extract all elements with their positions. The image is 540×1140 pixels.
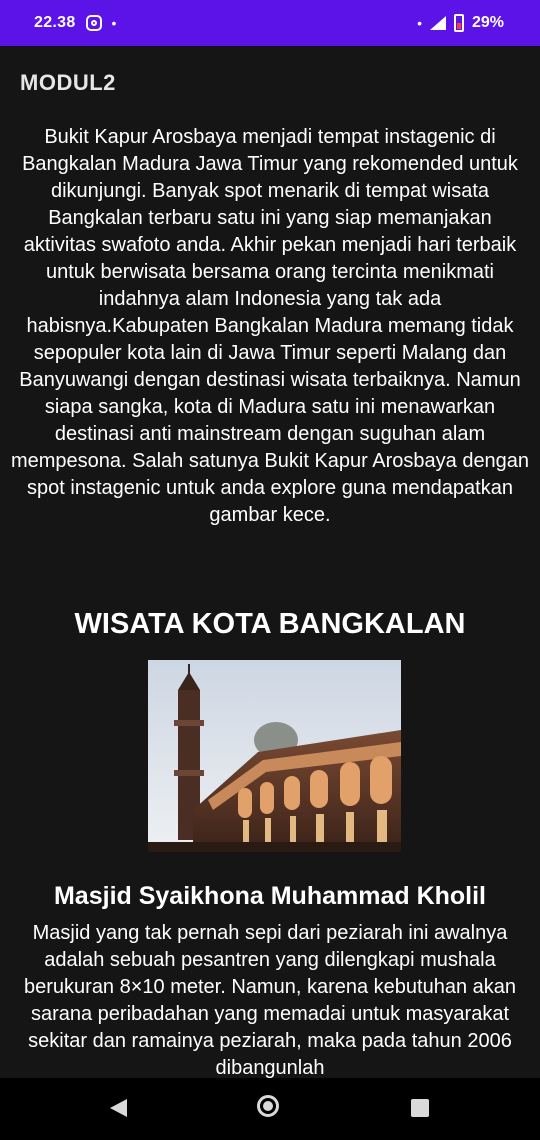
status-dot: •	[417, 15, 422, 31]
status-time: 22.38	[34, 14, 76, 31]
app-title: MODUL2	[20, 70, 116, 95]
section-heading: WISATA KOTA BANGKALAN	[74, 608, 466, 640]
battery-percentage: 29%	[471, 14, 504, 31]
status-left	[34, 0, 116, 46]
back-icon[interactable]	[110, 1099, 127, 1117]
recent-apps-icon[interactable]	[411, 1099, 429, 1117]
status-bar	[0, 0, 540, 46]
place-title: Masjid Syaikhona Muhammad Kholil	[53, 882, 487, 910]
app-bar	[0, 46, 540, 122]
place-paragraph: Masjid yang tak pernah sepi dari peziarah ini awalnya adalah sebuah pesantren yang dilengkapi mushala berukuran 8×10 meter. Namun, karena kebutuhan akan sarana peribadahan yang memadai untuk masyarakat sekitar dan ramainya peziarah, maka pada tahun 2006 dibangunlah	[24, 922, 516, 1078]
mosque-photo	[148, 660, 401, 852]
signal-icon	[430, 16, 446, 30]
intro-paragraph: Bukit Kapur Arosbaya menjadi tempat instagenic di Bangkalan Madura Jawa Timur yang rekomended untuk dikunjungi. Banyak spot menarik di tempat wisata Bangkalan terbaru satu ini yang siap memanjakan aktivitas swafoto anda. Akhir pekan menjadi hari terbaik untuk berwisata bersama orang tercinta menikmati indahnya alam Indonesia yang tak ada habisnya.Kabupaten Bangkalan Madura memang tidak sepopuler kota lain di Jawa Timur seperti Malang dan Banyuwangi dengan destinasi wisata terbaiknya. Namun siapa sangka, kota di Madura satu ini menawarkan destinasi anti mainstream dengan suguhan alam mempesona. Salah satunya Bukit Kapur Arosbaya dengan spot instagenic untuk anda explore guna mendapatkan gambar kece.	[10, 126, 530, 526]
battery-icon	[454, 14, 464, 32]
notification-dot: •	[111, 15, 117, 31]
navigation-bar	[0, 1078, 540, 1140]
scroll-content[interactable]	[0, 122, 540, 1078]
mosque-photo-image	[148, 660, 401, 852]
home-icon[interactable]	[257, 1095, 279, 1117]
status-right	[417, 0, 504, 46]
instagram-notification-icon	[86, 15, 102, 31]
